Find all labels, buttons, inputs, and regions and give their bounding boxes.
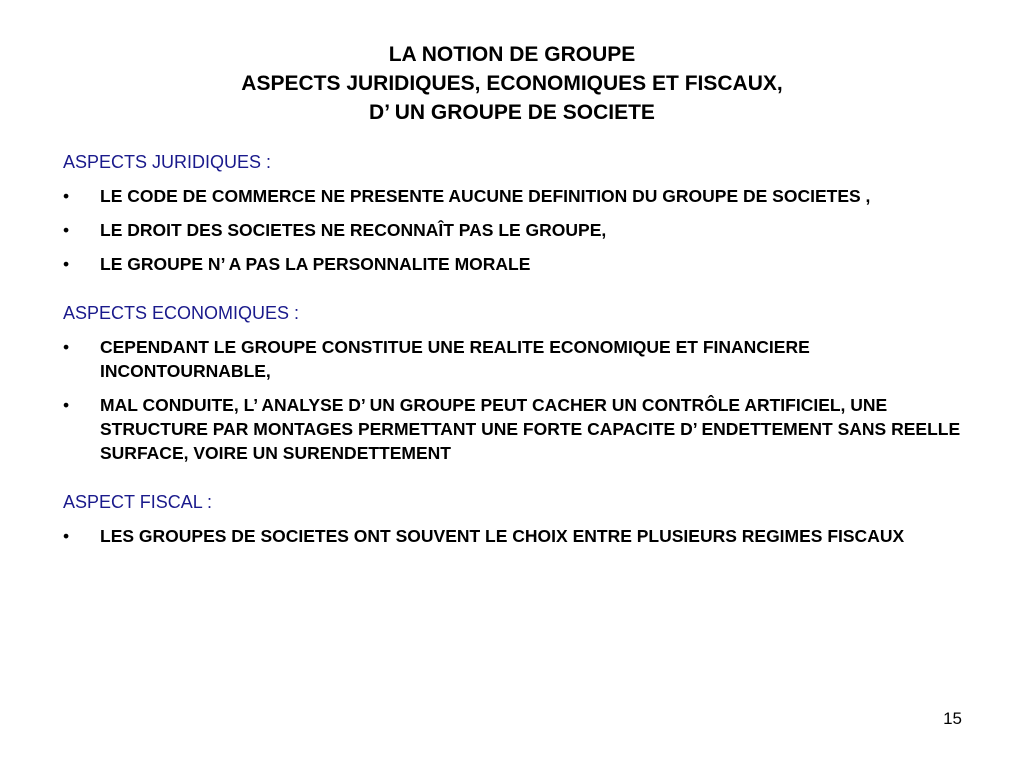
section-economiques [63,301,963,465]
bullet-icon: • [63,220,70,240]
bullet-text: LE GROUPE N’ A PAS LA PERSONNALITE MORALE [100,254,531,274]
title-line-3: D’ UN GROUPE DE SOCIETE [369,101,655,124]
title-line-2: ASPECTS JURIDIQUES, ECONOMIQUES ET FISCAUX, [241,72,783,95]
bullet-icon: • [63,526,70,546]
bullet-icon: • [63,337,70,357]
bullet-item [63,335,963,383]
section-juridiques [63,150,963,276]
section-fiscal [63,490,963,548]
bullet-text: LE CODE DE COMMERCE NE PRESENTE AUCUNE DEFINITION DU GROUPE DE SOCIETES , [100,186,871,206]
bullet-item [63,524,963,548]
bullet-item [63,252,963,276]
title-line-1: LA NOTION DE GROUPE [388,43,636,66]
bullet-text: LE DROIT DES SOCIETES NE RECONNAÎT PAS LE GROUPE, [100,220,607,240]
bullet-item [63,184,963,208]
bullet-item [63,218,963,242]
bullet-icon: • [63,254,70,274]
section-heading: ASPECTS ECONOMIQUES : [63,303,300,323]
bullet-item [63,393,963,465]
bullet-list [63,524,963,548]
bullet-icon: • [63,395,70,415]
bullet-text: MAL CONDUITE, L’ ANALYSE D’ UN GROUPE PEUT CACHER UN CONTRÔLE ARTIFICIEL, UNE STRUCTURE PAR MONTAGES PERMETTANT UNE FORTE CAPACITE D’ ENDETTEMENT SANS REELLE SURFACE, VOIRE UN SURENDETTEMENT [100,395,961,463]
bullet-list [63,335,963,465]
bullet-text: LES GROUPES DE SOCIETES ONT SOUVENT LE CHOIX ENTRE PLUSIEURS REGIMES FISCAUX [100,526,905,546]
page-number: 15 [943,709,962,728]
slide-body [63,150,963,558]
section-heading: ASPECT FISCAL : [63,492,213,512]
slide-title [0,40,1024,127]
bullet-list [63,184,963,276]
section-heading: ASPECTS JURIDIQUES : [63,152,272,172]
bullet-icon: • [63,186,70,206]
bullet-text: CEPENDANT LE GROUPE CONSTITUE UNE REALITE ECONOMIQUE ET FINANCIERE INCONTOURNABLE, [100,337,810,381]
